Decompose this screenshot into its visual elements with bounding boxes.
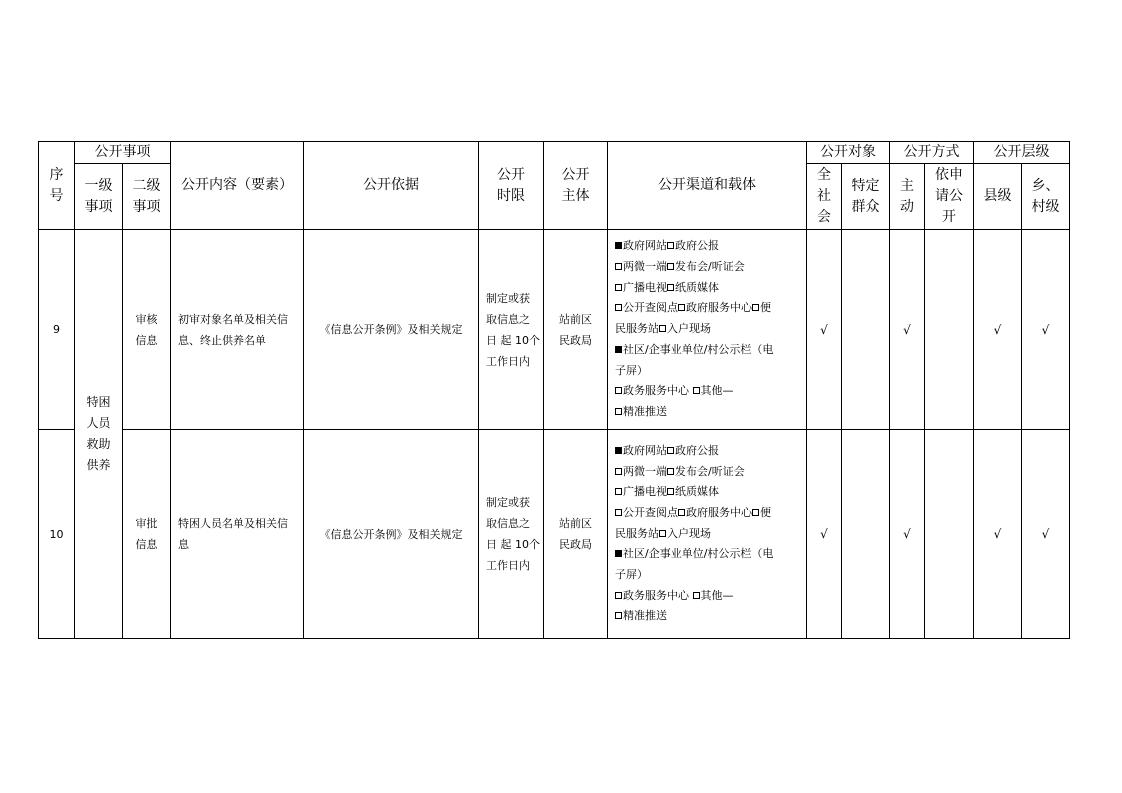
header-level1-text: 一级事项	[84, 177, 113, 215]
header-time-limit-text: 公开时限	[497, 166, 525, 204]
unchecked-box-icon	[752, 509, 759, 516]
row-level2-text: 审核信息	[135, 312, 158, 347]
channel-label: 政府公报	[675, 443, 719, 457]
header-target-all-text: 全社会	[817, 167, 831, 225]
channel-line	[615, 402, 806, 423]
row-time-limit: 制定或获取信息之日 起 10个工作日内	[479, 230, 544, 430]
row-level-county: √	[974, 430, 1022, 639]
table-row	[39, 430, 1070, 639]
unchecked-box-icon	[659, 530, 666, 537]
unchecked-box-icon	[615, 612, 622, 619]
header-basis: 公开依据	[304, 142, 479, 230]
channel-label: 政务服务中心	[623, 588, 693, 602]
channel-label: 纸质媒体	[675, 485, 719, 499]
header-method-apply-text: 依申请公开	[935, 167, 963, 225]
row-channels	[608, 430, 807, 639]
row-method-active: √	[890, 230, 925, 430]
row-subject	[544, 230, 608, 430]
row-target-specific	[842, 230, 890, 430]
unchecked-box-icon	[615, 263, 622, 270]
header-level2-text: 二级事项	[132, 177, 161, 215]
unchecked-box-icon	[667, 263, 674, 270]
unchecked-box-icon	[693, 592, 700, 599]
header-method-active	[890, 164, 925, 230]
unchecked-box-icon	[615, 284, 622, 291]
header-time-limit	[479, 142, 544, 230]
header-level-township	[1022, 164, 1070, 230]
header-level-group: 公开层级	[974, 142, 1070, 164]
header-method-group: 公开方式	[890, 142, 974, 164]
header-level2	[123, 164, 171, 230]
channel-line	[615, 462, 806, 483]
row-level2	[123, 230, 171, 430]
channel-label: 社区/企事业单位/村公示栏（电	[623, 342, 774, 356]
channel-label: 政府公报	[675, 239, 719, 253]
unchecked-box-icon	[693, 387, 700, 394]
channel-line	[615, 257, 806, 278]
channel-list	[615, 236, 806, 422]
header-seq-text: 序号	[49, 166, 64, 204]
channel-label: 其他—	[700, 588, 734, 602]
unchecked-box-icon	[615, 304, 622, 311]
header-target-specific	[842, 164, 890, 230]
channel-label: 入户现场	[667, 526, 711, 540]
unchecked-box-icon	[615, 408, 622, 415]
channel-label: 社区/企事业单位/村公示栏（电	[623, 547, 774, 561]
channel-label: 两微一端	[623, 260, 667, 274]
row-time-limit: 制定或获取信息之日 起 10个工作日内	[479, 430, 544, 639]
channel-line	[615, 340, 806, 361]
row-method-active: √	[890, 430, 925, 639]
header-method-apply	[925, 164, 974, 230]
row-level-county: √	[974, 230, 1022, 430]
channel-label: 发布会/听证会	[675, 260, 745, 274]
unchecked-box-icon	[615, 592, 622, 599]
channel-label: 两微一端	[623, 464, 667, 478]
channel-line	[615, 544, 806, 565]
row-target-all: √	[807, 230, 842, 430]
channel-label: 广播电视	[623, 485, 667, 499]
unchecked-box-icon	[667, 468, 674, 475]
unchecked-box-icon	[667, 242, 674, 249]
group-label: 特困人员救助供养	[86, 395, 111, 472]
channel-label: 民服务站	[615, 322, 659, 336]
channel-line	[615, 361, 806, 382]
row-content: 初审对象名单及相关信息、终止供养名单	[171, 230, 304, 430]
channel-line	[615, 606, 806, 627]
unchecked-box-icon	[667, 447, 674, 454]
row-method-apply	[925, 230, 974, 430]
channel-line	[615, 586, 806, 607]
header-target-all	[807, 164, 842, 230]
unchecked-box-icon	[615, 509, 622, 516]
row-seq: 10	[39, 430, 75, 639]
channel-label: 精准推送	[623, 404, 667, 418]
channel-line	[615, 298, 806, 319]
channel-line	[615, 236, 806, 257]
row-level2	[123, 430, 171, 639]
unchecked-box-icon	[615, 488, 622, 495]
channel-line	[615, 381, 806, 402]
channel-label: 便	[760, 505, 771, 519]
channel-label: 精准推送	[623, 609, 667, 623]
row-channels	[608, 230, 807, 430]
channel-line	[615, 441, 806, 462]
header-subject-text: 公开主体	[561, 166, 590, 204]
row-seq: 9	[39, 230, 75, 430]
header-items-group: 公开事项	[75, 142, 171, 164]
channel-line	[615, 524, 806, 545]
checked-box-icon	[615, 550, 622, 557]
channel-label: 政务服务中心	[623, 384, 693, 398]
channel-line	[615, 319, 806, 340]
channel-label: 子屏）	[615, 363, 648, 377]
channel-label: 政府网站	[623, 443, 667, 457]
channel-line	[615, 278, 806, 299]
row-basis: 《信息公开条例》及相关规定	[304, 430, 479, 639]
channel-label: 发布会/听证会	[675, 464, 745, 478]
channel-label: 政府服务中心	[686, 301, 752, 315]
channel-label: 子屏）	[615, 568, 648, 582]
table-row	[39, 230, 1070, 430]
channel-label: 广播电视	[623, 280, 667, 294]
header-target-specific-text: 特定群众	[851, 177, 880, 215]
unchecked-box-icon	[667, 284, 674, 291]
row-target-all: √	[807, 430, 842, 639]
channel-label: 民服务站	[615, 526, 659, 540]
channel-list	[615, 441, 806, 627]
checked-box-icon	[615, 447, 622, 454]
header-subject	[544, 142, 608, 230]
header-level-county: 县级	[974, 164, 1022, 230]
header-level1	[75, 164, 123, 230]
channel-label: 便	[760, 301, 771, 315]
unchecked-box-icon	[678, 509, 685, 516]
header-method-active-text: 主动	[900, 177, 914, 215]
header-seq	[39, 142, 75, 230]
channel-label: 其他—	[700, 384, 734, 398]
unchecked-box-icon	[678, 304, 685, 311]
row-subject-text: 站前区民政局	[559, 312, 592, 347]
row-subject-text: 站前区民政局	[559, 517, 592, 551]
checked-box-icon	[615, 346, 622, 353]
header-channels: 公开渠道和载体	[608, 142, 807, 230]
channel-line	[615, 503, 806, 524]
channel-line	[615, 482, 806, 503]
channel-label: 政府网站	[623, 239, 667, 253]
unchecked-box-icon	[615, 387, 622, 394]
channel-line	[615, 565, 806, 586]
header-target-group: 公开对象	[807, 142, 890, 164]
checked-box-icon	[615, 242, 622, 249]
channel-label: 公开查阅点	[623, 301, 678, 315]
unchecked-box-icon	[667, 488, 674, 495]
channel-label: 入户现场	[667, 322, 711, 336]
group-label-cell	[75, 230, 123, 639]
header-content: 公开内容（要素）	[171, 142, 304, 230]
row-level2-text: 审批信息	[135, 517, 158, 551]
unchecked-box-icon	[615, 468, 622, 475]
row-basis: 《信息公开条例》及相关规定	[304, 230, 479, 430]
row-subject	[544, 430, 608, 639]
row-target-specific	[842, 430, 890, 639]
header-row-1	[39, 142, 1070, 164]
channel-label: 公开查阅点	[623, 505, 678, 519]
unchecked-box-icon	[659, 325, 666, 332]
channel-label: 纸质媒体	[675, 280, 719, 294]
channel-label: 政府服务中心	[686, 505, 752, 519]
disclosure-table	[38, 141, 1070, 639]
header-level-township-text: 乡、村级	[1031, 177, 1060, 215]
unchecked-box-icon	[752, 304, 759, 311]
row-method-apply	[925, 430, 974, 639]
row-level-township: √	[1022, 430, 1070, 639]
row-level-township: √	[1022, 230, 1070, 430]
row-content: 特困人员名单及相关信息	[171, 430, 304, 639]
